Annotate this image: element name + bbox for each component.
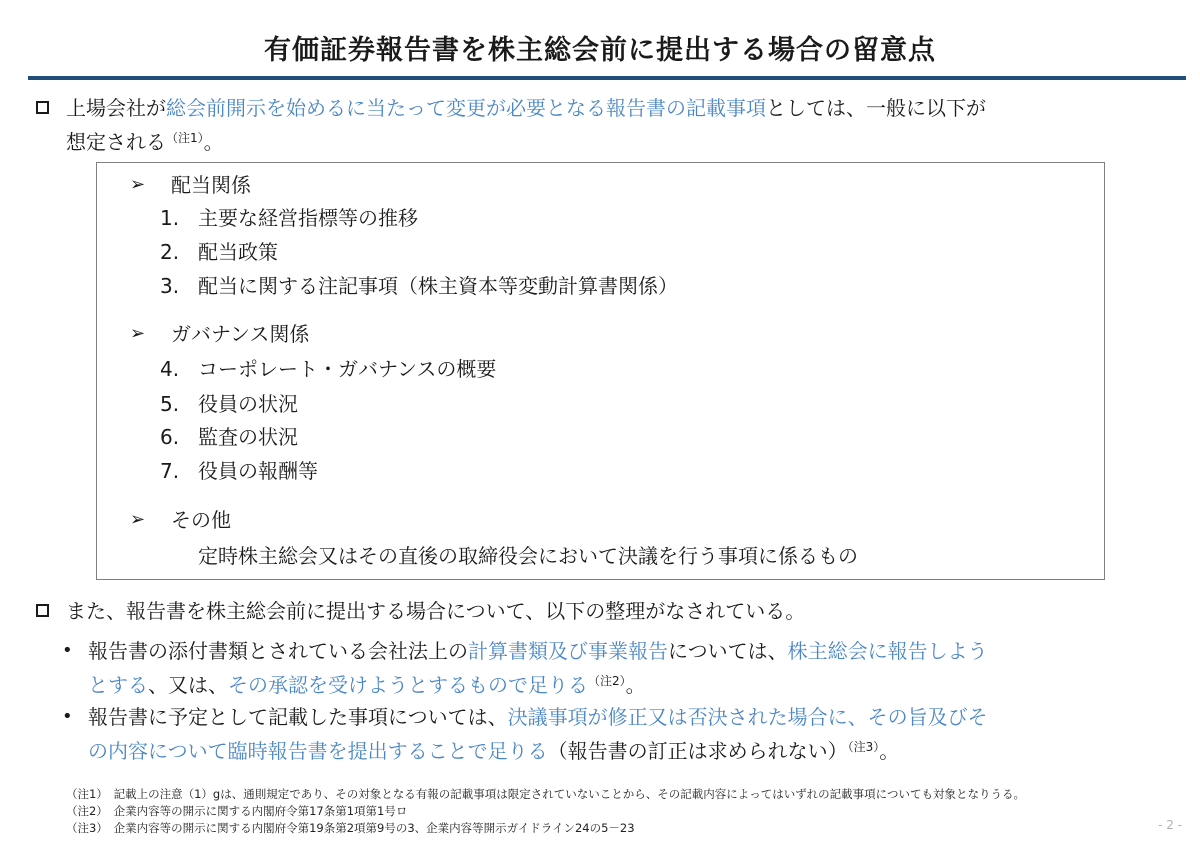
section1-line2	[66, 123, 224, 157]
bullet1-text: 報告書の添付書類とされている会社法上の	[88, 639, 468, 663]
bullet2-highlight: 決議事項が修正又は否決された場合に、その旨及びそ	[507, 705, 988, 729]
footnote-text: 企業内容等の開示に関する内閣府令第19条第2項第9号の3、企業内容等開示ガイドライン24の5－23	[113, 821, 635, 835]
list-item: 配当に関する注記事項（株主資本等変動計算書関係）	[198, 274, 678, 298]
list-item: 定時株主総会又はその直後の取締役会において決議を行う事項に係るもの	[198, 544, 858, 568]
section1-line1	[66, 93, 986, 123]
section2-intro: また、報告書を株主総会前に提出する場合について、以下の整理がなされている。	[66, 599, 806, 623]
footnote-text: 記載上の注意（1）gは、通則規定であり、その対象となる有報の記載事項は限定されていないことから、その記載内容によってはいずれの記載事項についても対象となりうる。	[113, 787, 1025, 801]
note-ref-3: （注3）	[847, 740, 880, 754]
item-num: 6.	[160, 425, 180, 449]
arrow-bullet-icon: ➢	[130, 174, 146, 195]
section1-text-line2: 想定される	[66, 130, 166, 154]
bullet1-highlight: 計算書類及び事業報告	[468, 639, 668, 663]
footnote-text: 企業内容等の開示に関する内閣府令第17条第1項第1号ロ	[113, 804, 408, 818]
footnote-1	[66, 786, 1025, 802]
section1-period: 。	[203, 130, 224, 154]
section1-highlight: 総会前開示を始めるに当たって変更が必要となる報告書の記載事項	[166, 96, 766, 120]
bullet1-text-cont: については、	[668, 639, 788, 663]
square-bullet-icon	[36, 604, 49, 617]
list-item: コーポレート・ガバナンスの概要	[198, 357, 497, 381]
footnote-label: （注3）	[66, 821, 103, 835]
bullet1-text-line2: 、又は、	[148, 673, 228, 697]
list-item: 役員の報酬等	[198, 459, 318, 483]
bullet-dot-icon: •	[62, 640, 73, 661]
title-underline	[28, 76, 1186, 80]
item-num: 7.	[160, 459, 180, 483]
note-ref-2: （注2）	[588, 674, 626, 688]
list-item: 配当政策	[198, 240, 278, 264]
footnote-3	[66, 820, 635, 836]
bullet2-text: 報告書に予定として記載した事項については、	[88, 705, 508, 729]
note-ref-1: （注1）	[166, 131, 204, 145]
section1-text-cont: としては、一般に以下が	[766, 96, 986, 120]
bullet1-period: 。	[625, 673, 646, 697]
group-heading-governance: ガバナンス関係	[171, 322, 310, 346]
bullet1-highlight3: とする	[88, 673, 148, 697]
group-heading-other: その他	[171, 508, 231, 532]
arrow-bullet-icon: ➢	[130, 323, 146, 344]
bullet2-period: 。	[879, 739, 900, 763]
item-num: 3.	[160, 274, 180, 298]
footnote-label: （注2）	[66, 804, 103, 818]
arrow-bullet-icon: ➢	[130, 509, 146, 530]
list-item: 監査の状況	[198, 425, 298, 449]
footnote-2	[66, 803, 407, 819]
item-num: 2.	[160, 240, 180, 264]
item-num: 1.	[160, 206, 180, 230]
bullet1-line1	[88, 636, 988, 666]
square-bullet-icon	[36, 101, 49, 114]
bullet2-highlight2: の内容について臨時報告書を提出することで足りる	[88, 739, 548, 763]
page-number: - 2 -	[1158, 818, 1182, 832]
footnote-label: （注1）	[66, 787, 103, 801]
group-heading-dividend: 配当関係	[171, 173, 251, 197]
bullet1-highlight4: その承認を受けようとするもので足りる	[228, 673, 588, 697]
bullet1-line2	[88, 666, 646, 700]
list-item: 役員の状況	[198, 392, 298, 416]
bullet2-text-line2: （報告書の訂正は求められない）	[547, 739, 848, 763]
bullet-dot-icon: •	[62, 706, 73, 727]
item-num: 4.	[160, 357, 180, 381]
list-item: 主要な経営指標等の推移	[198, 206, 418, 230]
bullet2-line1	[88, 702, 988, 732]
section1-text: 上場会社が	[66, 96, 166, 120]
bullet2-line2	[88, 732, 899, 766]
bullet1-highlight2: 株主総会に報告しよう	[787, 639, 988, 663]
page-title: 有価証券報告書を株主総会前に提出する場合の留意点	[264, 35, 936, 66]
item-num: 5.	[160, 392, 180, 416]
